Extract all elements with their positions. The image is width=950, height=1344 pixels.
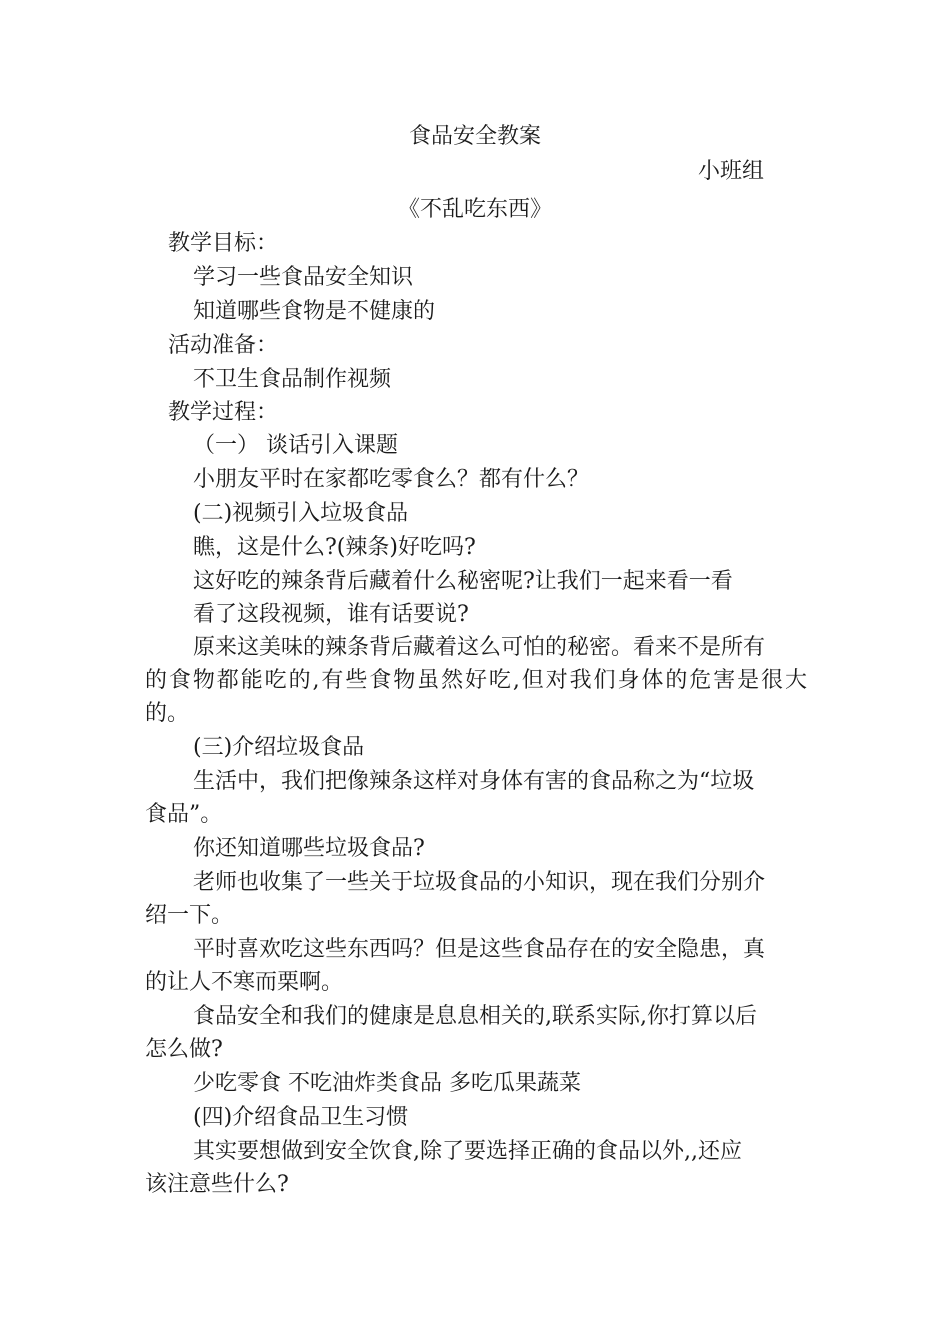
paragraph-line: 这好吃的辣条背后藏着什么秘密呢?让我们一起来看一看 (193, 569, 733, 594)
paragraph-line: 平时喜欢吃这些东西吗？但是这些食品存在的安全隐患，真 (193, 937, 766, 962)
paragraph-line: 小朋友平时在家都吃零食么？都有什么？ (193, 467, 590, 492)
paragraph-line: 生活中，我们把像辣条这样对身体有害的食品称之为“垃圾 (193, 769, 755, 794)
section-heading: (二)视频引入垃圾食品 (193, 501, 409, 526)
paragraph-line: 食品安全和我们的健康是息息相关的,联系实际,你打算以后 (193, 1004, 757, 1029)
prep-heading: 活动准备： (168, 333, 279, 358)
section-heading: （一） 谈话引入课题 (193, 433, 398, 458)
paragraph-line: 看了这段视频，谁有话要说? (193, 602, 469, 627)
prep-item: 不卫生食品制作视频 (193, 367, 392, 392)
goal-item: 学习一些食品安全知识 (193, 265, 414, 290)
paragraph-line: 老师也收集了一些关于垃圾食品的小知识，现在我们分别介 (193, 870, 766, 895)
paragraph-line: 你还知道哪些垃圾食品? (193, 836, 425, 861)
section-heading: (四)介绍食品卫生习惯 (193, 1105, 409, 1130)
document-title: 食品安全教案 (408, 124, 541, 149)
paragraph-line: 食品”。 (145, 802, 223, 827)
paragraph-line: 的食物都能吃的,有些食物虽然好吃,但对我们身体的危害是很大 (145, 668, 807, 693)
paragraph-line: 绍一下。 (145, 903, 234, 928)
paragraph-line: 怎么做? (145, 1037, 223, 1062)
paragraph-line: 瞧，这是什么?(辣条)好吃吗? (193, 535, 476, 560)
section-heading: (三)介绍垃圾食品 (193, 735, 365, 760)
group-label: 小班组 (698, 159, 765, 184)
paragraph-line: 其实要想做到安全饮食,除了要选择正确的食品以外,,还应 (193, 1139, 742, 1164)
paragraph-line: 的让人不寒而栗啊。 (145, 970, 344, 995)
paragraph-line: 原来这美味的辣条背后藏着这么可怕的秘密。看来不是所有 (193, 635, 766, 660)
paragraph-line: 的。 (145, 701, 190, 726)
goal-item: 知道哪些食物是不健康的 (193, 299, 436, 324)
lesson-subtitle: 《不乱吃东西》 (397, 197, 552, 222)
goals-heading: 教学目标： (168, 231, 279, 256)
paragraph-line: 该注意些什么? (145, 1172, 289, 1197)
paragraph-line: 少吃零食 不吃油炸类食品 多吃瓜果蔬菜 (193, 1071, 581, 1096)
process-heading: 教学过程： (168, 400, 279, 425)
